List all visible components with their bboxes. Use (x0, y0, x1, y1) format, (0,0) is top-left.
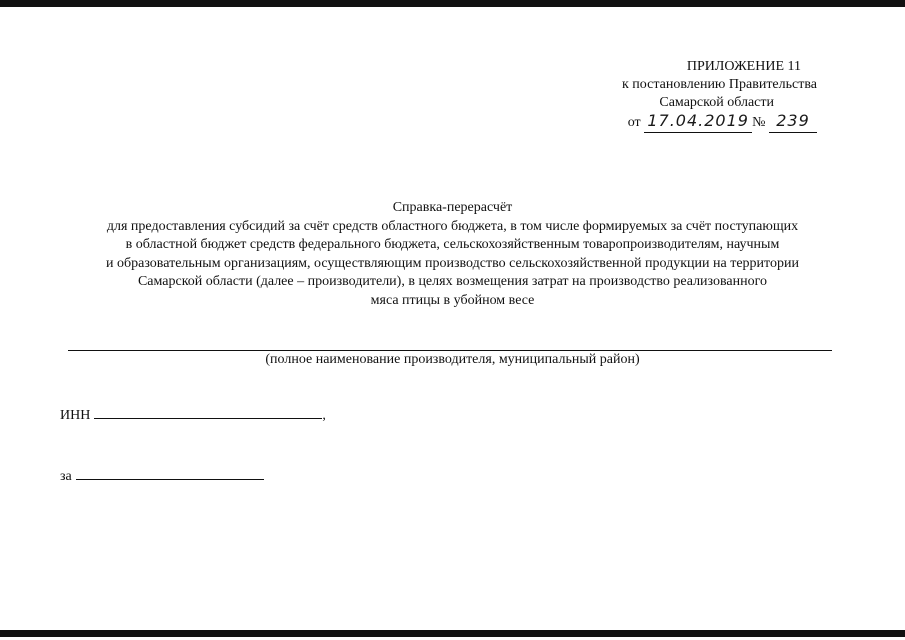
bottom-border (0, 630, 905, 637)
heading-line: Самарской области (далее – производители), в целях возмещения затрат на производство реализованного (137, 274, 768, 289)
heading-line: для предоставления субсидий за счёт средств областного бюджета, в том числе формируемых за счёт поступающих (106, 218, 799, 234)
heading-line: мяса птицы в убойном весе (370, 292, 535, 308)
handwritten-number: 239 (776, 111, 810, 130)
heading-line: в областной бюджет средств федерального бюджета, сельскохозяйственным товаропроизводителям, научным (125, 237, 780, 252)
inn-suffix: , (322, 408, 326, 423)
top-border (0, 0, 905, 7)
inn-label: ИНН (60, 408, 91, 423)
appendix-title: ПРИЛОЖЕНИЕ 11 (686, 59, 801, 74)
period-field (76, 466, 264, 480)
appendix-block (622, 58, 817, 133)
heading-title: Справка-перерасчёт (392, 200, 513, 215)
document-heading (0, 199, 905, 310)
period-label: за (60, 469, 72, 484)
inn-field (94, 405, 322, 419)
number-sign: № (752, 115, 766, 130)
appendix-resolution: к постановлению Правительства (621, 77, 817, 92)
date-prefix: от (627, 115, 641, 130)
producer-name-caption: (полное наименование производителя, муниципальный район) (265, 352, 640, 367)
heading-line: и образовательным организациям, осуществляющим производство сельскохозяйственной продукции на территории (106, 255, 799, 271)
handwritten-date: 17.04.2019 (647, 111, 749, 130)
period-row (60, 466, 264, 485)
date-field (644, 112, 752, 133)
appendix-date-row (622, 112, 817, 133)
inn-row (60, 405, 326, 424)
appendix-region: Самарской области (659, 95, 774, 110)
producer-name-line (68, 350, 832, 351)
number-field (769, 112, 817, 133)
